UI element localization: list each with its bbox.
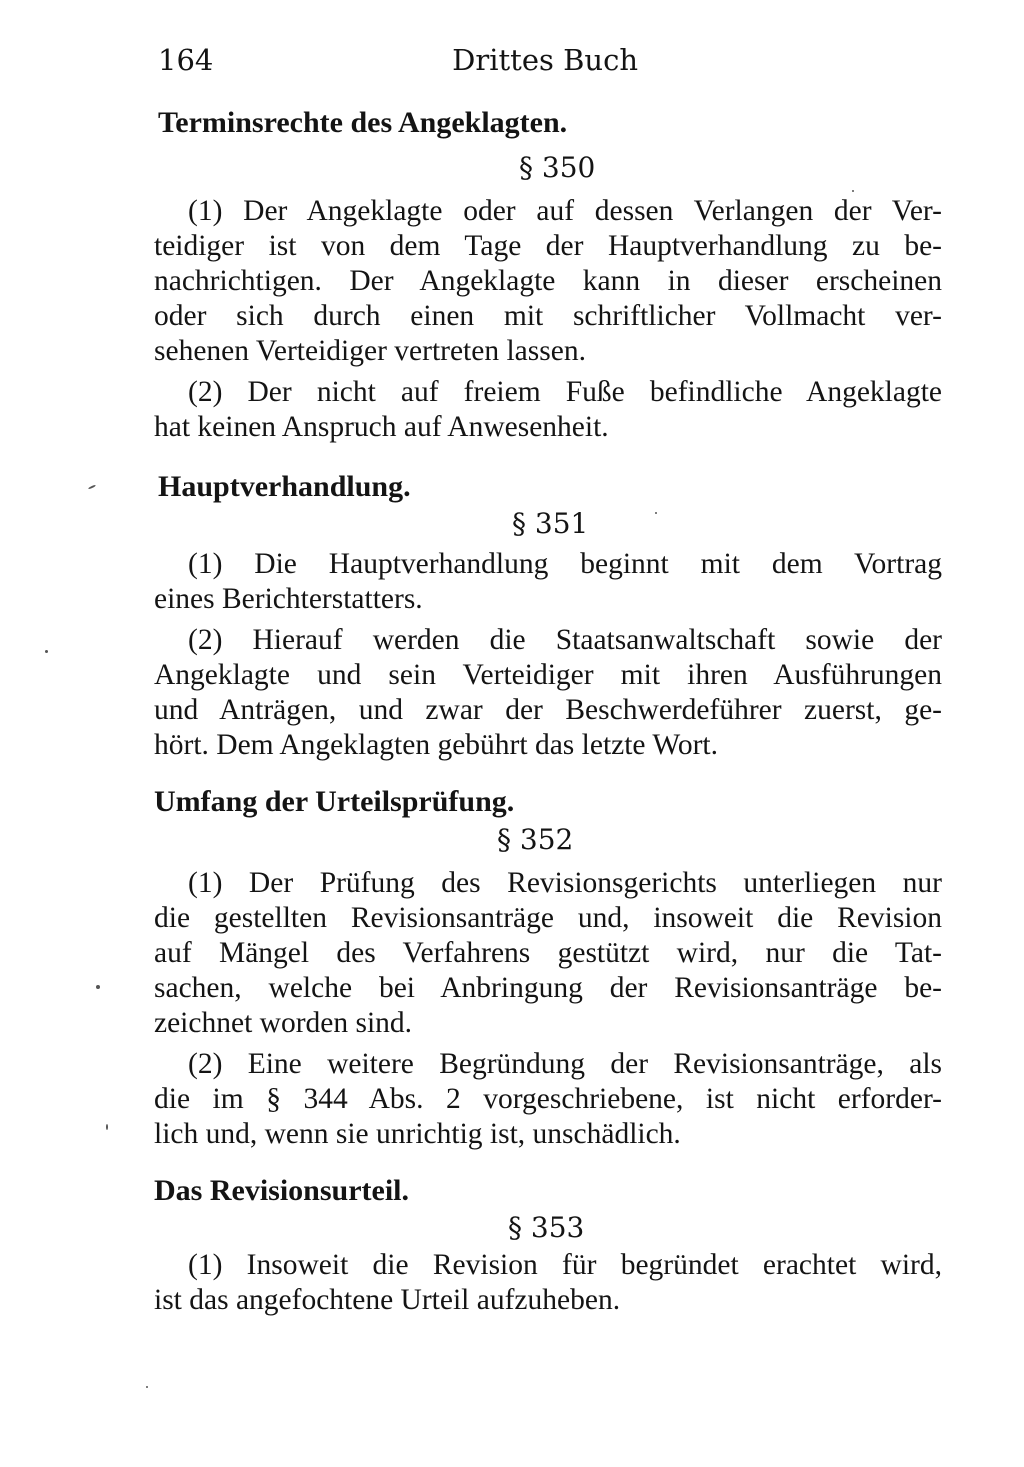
scan-speck: [852, 190, 854, 192]
section-heading: Umfang der Urteilsprüfung.: [154, 785, 515, 818]
text-line: teidiger ist von dem Tage der Hauptverhandlung zu be-: [154, 230, 942, 262]
text-line: lich und, wenn sie unrichtig ist, unschädlich.: [154, 1118, 681, 1150]
paragraph-number: § 352: [497, 823, 574, 856]
scan-speck: [655, 512, 657, 514]
section-heading: Das Revisionsurteil.: [154, 1174, 409, 1207]
scan-speck: [106, 1124, 108, 1130]
text-line: (2) Eine weitere Begründung der Revisionsanträge, als: [188, 1048, 942, 1080]
text-line: eines Berichterstatters.: [154, 583, 423, 615]
text-line: (1) Der Angeklagte oder auf dessen Verlangen der Ver-: [188, 195, 942, 227]
text-line: oder sich durch einen mit schriftlicher Vollmacht ver-: [154, 300, 942, 332]
text-line: (2) Hierauf werden die Staatsanwaltschaft sowie der: [188, 624, 942, 656]
text-line: zeichnet worden sind.: [154, 1007, 413, 1039]
section-heading: Hauptverhandlung.: [158, 470, 411, 503]
text-line: und Anträgen, und zwar der Beschwerdeführer zuerst, ge-: [154, 694, 942, 726]
text-line: Angeklagte und sein Verteidiger mit ihren Ausführungen: [154, 659, 942, 691]
text-line: (1) Insoweit die Revision für begründet erachtet wird,: [188, 1249, 942, 1281]
page-header: [158, 40, 638, 80]
text-line: hört. Dem Angeklagten gebührt das letzte Wort.: [154, 729, 718, 761]
scan-speck: [96, 985, 100, 989]
text-line: hat keinen Anspruch auf Anwesenheit.: [154, 411, 609, 443]
text-line: nachrichtigen. Der Angeklagte kann in dieser erscheinen: [154, 265, 942, 297]
text-line: (1) Der Prüfung des Revisionsgerichts unterliegen nur: [188, 867, 942, 899]
paragraph-number: § 351: [512, 507, 589, 540]
section-heading: Terminsrechte des Angeklagten.: [158, 106, 568, 139]
text-line: die im § 344 Abs. 2 vorgeschriebene, ist nicht erforder-: [154, 1083, 942, 1115]
paragraph-number: § 350: [519, 151, 596, 184]
scan-speck: [146, 1386, 148, 1388]
page-number: 164: [158, 43, 214, 77]
scan-speck: [45, 650, 48, 653]
paragraph-number: § 353: [508, 1211, 585, 1244]
text-line: sehenen Verteidiger vertreten lassen.: [154, 335, 586, 367]
text-line: die gestellten Revisionsanträge und, insoweit die Revision: [154, 902, 942, 934]
text-line: (1) Die Hauptverhandlung beginnt mit dem Vortrag: [188, 548, 942, 580]
text-line: auf Mängel des Verfahrens gestützt wird, nur die Tat-: [154, 937, 942, 969]
text-line: sachen, welche bei Anbringung der Revisionsanträge be-: [154, 972, 942, 1004]
text-line: (2) Der nicht auf freiem Fuße befindliche Angeklagte: [188, 376, 942, 408]
text-line: ist das angefochtene Urteil aufzuheben.: [154, 1284, 621, 1316]
scan-speck: [88, 484, 96, 489]
running-head: Drittes Buch: [452, 43, 638, 77]
